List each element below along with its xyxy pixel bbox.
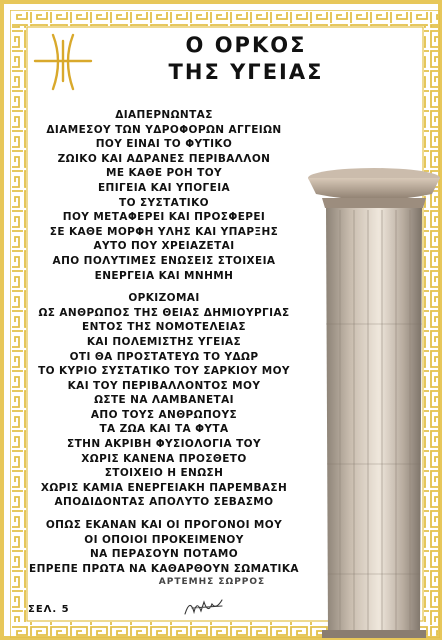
verse-line: ΕΠΡΕΠΕ ΠΡΩΤΑ ΝΑ ΚΑΘΑΡΘΟΥΝ ΣΩΜΑΤΙΚΑ (29, 562, 299, 575)
greek-column-illustration (304, 164, 442, 639)
verse-line: ΔΙΑΠΕΡΝΩΝΤΑΣ (115, 109, 213, 121)
verse-line: ΝΑ ΠΕΡΑΣΟΥΝ ΠΟΤΑΜΟ (89, 548, 239, 561)
page-title (126, 32, 366, 86)
title-line-1: Ο ΟΡΚΟΣ (185, 33, 307, 57)
verse-line: ΜΕ ΚΑΘΕ ΡΟΗ ΤΟΥ (105, 167, 223, 180)
stanza-gap (14, 283, 314, 291)
verse-line: ΕΝΕΡΓΕΙΑ ΚΑΙ ΜΝΗΜΗ (94, 269, 234, 282)
golden-star-logo (31, 31, 95, 95)
verse-line: ΚΑΙ ΠΟΛΕΜΙΣΤΗΣ ΥΓΕΙΑΣ (86, 335, 242, 348)
verse-line: ΟΤΙ ΘΑ ΠΡΟΣΤΑΤΕΥΩ ΤΟ ΥΔΩΡ (69, 350, 259, 363)
verse-line: ΣΕ ΚΑΘΕ ΜΟΡΦΗ ΥΛΗΣ ΚΑΙ ΥΠΑΡΞΗΣ (49, 225, 279, 238)
verse-line: ΚΑΙ ΤΟΥ ΠΕΡΙΒΑΛΛΟΝΤΟΣ ΜΟΥ (67, 379, 261, 392)
verse-line: ΠΟΥ ΜΕΤΑΦΕΡΕΙ ΚΑΙ ΠΡΟΣΦΕΡΕΙ (62, 211, 266, 224)
verse-line: ΕΠΙΓΕΙΑ ΚΑΙ ΥΠΟΓΕΙΑ (97, 181, 231, 194)
verse-line: ΖΩΙΚΟ ΚΑΙ ΑΔΡΑΝΕΣ ΠΕΡΙΒΑΛΛΟΝ (57, 152, 271, 165)
verse-line: ΕΝΤΟΣ ΤΗΣ ΝΟΜΟΤΕΛΕΙΑΣ (82, 321, 246, 334)
author-name: ΑΡΤΕΜΗΣ ΣΩΡΡΟΣ (158, 577, 266, 587)
stanza-1 (14, 108, 314, 283)
stanza-3 (14, 518, 314, 576)
verse-line: ΤΟ ΚΥΡΙΟ ΣΥΣΤΑΤΙΚΟ ΤΟΥ ΣΑΡΚΙΟΥ ΜΟΥ (38, 365, 290, 378)
verse-line: ΩΣ ΑΝΘΡΩΠΟΣ ΤΗΣ ΘΕΙΑΣ ΔΗΜΙΟΥΡΓΙΑΣ (38, 306, 290, 319)
stanza-2 (14, 291, 314, 510)
title-line-2: ΤΗΣ ΥΓΕΙΑΣ (168, 60, 324, 84)
verse-line: ΑΥΤΟ ΠΟΥ ΧΡΕΙΑΖΕΤΑΙ (93, 240, 235, 253)
verse-line: ΑΠΟΔΙΔΟΝΤΑΣ ΑΠΟΛΥΤΟ ΣΕΒΑΣΜΟ (54, 496, 274, 509)
verse-line: ΠΟΥ ΕΙΝΑΙ ΤΟ ΦΥΤΙΚΟ (95, 138, 233, 151)
verse-line: ΩΣΤΕ ΝΑ ΛΑΜΒΑΝΕΤΑΙ (94, 394, 234, 407)
stanza-gap (14, 510, 314, 518)
handwritten-signature (182, 594, 232, 618)
verse-line: ΑΠΟ ΤΟΥΣ ΑΝΘΡΩΠΟΥΣ (90, 408, 238, 421)
verse-line: ΧΩΡΙΣ ΚΑΜΙΑ ΕΝΕΡΓΕΙΑΚΗ ΠΑΡΕΜΒΑΣΗ (40, 481, 288, 494)
oath-verses (14, 108, 314, 576)
verse-line: ΑΠΟ ΠΟΛΥΤΙΜΕΣ ΕΝΩΣΕΙΣ ΣΤΟΙΧΕΙΑ (52, 254, 276, 267)
verse-line: ΤΑ ΖΩΑ ΚΑΙ ΤΑ ΦΥΤΑ (99, 423, 229, 436)
verse-line: ΟΙ ΟΠΟΙΟΙ ΠΡΟΚΕΙΜΕΝΟΥ (84, 533, 244, 546)
page-number: ΣΕΛ. 5 (28, 604, 70, 615)
verse-line: ΔΙΑΜΕΣΟΥ ΤΩΝ ΥΔΡΟΦΟΡΩΝ ΑΓΓΕΙΩΝ (46, 123, 282, 136)
verse-line: ΣΤΗΝ ΑΚΡΙΒΗ ΦΥΣΙΟΛΟΓΙΑ ΤΟΥ (67, 438, 261, 451)
verse-line: ΟΡΚΙΖΟΜΑΙ (128, 292, 200, 305)
verse-line: ΧΩΡΙΣ ΚΑΝΕΝΑ ΠΡΟΣΘΕΤΟ (81, 452, 247, 465)
verse-line: ΤΟ ΣΥΣΤΑΤΙΚΟ (119, 196, 209, 209)
verse-line: ΟΠΩΣ ΕΚΑΝΑΝ ΚΑΙ ΟΙ ΠΡΟΓΟΝΟΙ ΜΟΥ (45, 519, 283, 532)
verse-line: ΣΤΟΙΧΕΙΟ Η ΕΝΩΣΗ (104, 467, 224, 480)
